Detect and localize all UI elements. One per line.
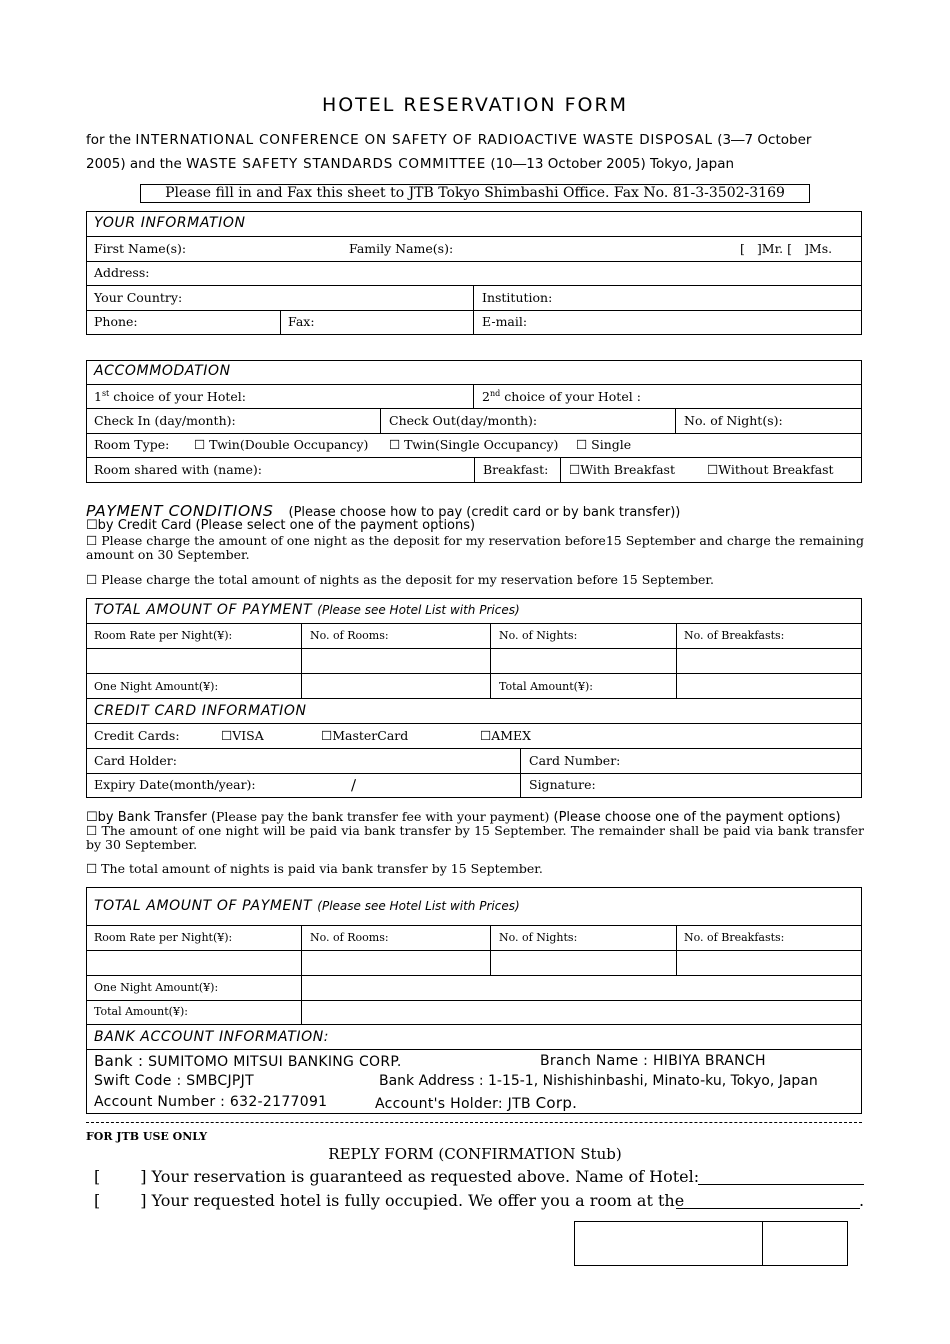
account-holder <box>375 1094 577 1112</box>
conference-name: INTERNATIONAL CONFERENCE ON SAFETY OF RADIOACTIVE WASTE DISPOSAL <box>135 132 713 148</box>
mr-option[interactable]: ]Mr. <box>756 241 784 256</box>
one-night-amount-field[interactable]: One Night Amount(¥): <box>94 981 219 994</box>
second-choice-suffix: nd <box>489 389 501 398</box>
total-amount-field[interactable]: Total Amount(¥): <box>94 1005 188 1018</box>
room-rate-field[interactable]: Room Rate per Night(¥): <box>94 629 233 642</box>
rooms-field[interactable]: No. of Rooms: <box>310 931 389 944</box>
family-name-field[interactable]: Family Name(s): <box>349 241 454 256</box>
your-information-header: YOUR INFORMATION <box>94 215 246 231</box>
breakfasts-field[interactable]: No. of Breakfasts: <box>684 931 785 944</box>
fax-notice: Please fill in and Fax this sheet to JTB Tokyo Shimbashi Office. Fax No. 81-3-3502-3169 <box>140 184 810 203</box>
second-choice-number: 2 <box>482 389 490 405</box>
room-type-label: Room Type: <box>94 437 170 452</box>
intro-prefix: for the <box>86 132 132 148</box>
conference-dates: (3―7 October <box>717 132 812 148</box>
breakfast-label: Breakfast: <box>483 462 549 477</box>
mr-ms-selector[interactable] <box>740 241 832 256</box>
room-rate-field[interactable]: Room Rate per Night(¥): <box>94 931 233 944</box>
committee-dates: (10―13 October 2005) Tokyo, Japan <box>490 156 735 172</box>
total-amount-title: TOTAL AMOUNT OF PAYMENT <box>94 602 313 618</box>
check-in-field[interactable]: Check In (day/month): <box>94 413 236 428</box>
reply-line-period: . <box>859 1191 865 1210</box>
bank-address: Bank Address : 1-15-1, Nishishinbashi, Minato-ku, Tokyo, Japan <box>379 1073 818 1089</box>
intro-line-1 <box>86 132 811 148</box>
room-type-twin-single[interactable]: ☐ Twin(Single Occupancy) <box>389 437 559 452</box>
second-choice-hotel-field[interactable] <box>482 389 641 404</box>
page-title: HOTEL RESERVATION FORM <box>321 94 629 116</box>
bank-account-info-header: BANK ACCOUNT INFORMATION: <box>94 1029 330 1045</box>
hotel-name-underline[interactable] <box>698 1184 864 1185</box>
bank-name <box>94 1052 402 1070</box>
committee-name: WASTE SAFETY STANDARDS COMMITTEE <box>186 156 487 172</box>
bank-one-night-option[interactable]: ☐ The amount of one night will be paid via bank transfer by 15 September. The remainder shall be paid via bank transfer by 30 September. <box>86 823 864 852</box>
without-breakfast-checkbox[interactable]: ☐Without Breakfast <box>707 462 834 477</box>
visa-checkbox[interactable]: ☐VISA <box>221 728 264 743</box>
institution-field[interactable]: Institution: <box>482 290 553 305</box>
nights-field[interactable]: No. of Night(s): <box>684 413 783 428</box>
intro-continued: 2005) and the <box>86 156 182 172</box>
fax-field[interactable]: Fax: <box>288 314 315 329</box>
branch-name: Branch Name : HIBIYA BRANCH <box>540 1053 766 1069</box>
cut-line <box>86 1122 862 1123</box>
reply-line-occupied <box>94 1191 684 1210</box>
bank-label: Bank : <box>94 1052 144 1070</box>
payment-conditions-title: PAYMENT CONDITIONS <box>86 502 274 520</box>
room-type-single[interactable]: ☐ Single <box>576 437 632 452</box>
reply-checkbox-close[interactable]: ] <box>140 1191 147 1210</box>
reply-occupied-text: Your requested hotel is fully occupied. We offer you a room at the <box>151 1191 685 1210</box>
second-choice-label: choice of your Hotel : <box>504 389 641 405</box>
total-amount-note: (Please see Hotel List with Prices) <box>317 899 520 913</box>
total-amount-note: (Please see Hotel List with Prices) <box>317 603 520 617</box>
stamp-box-divider <box>762 1221 763 1266</box>
cc-deposit-total-option[interactable]: ☐ Please charge the total amount of nights as the deposit for my reservation before 15 September. <box>86 572 714 587</box>
reply-form-title: REPLY FORM (CONFIRMATION Stub) <box>328 1145 622 1163</box>
rooms-field[interactable]: No. of Rooms: <box>310 629 389 642</box>
mastercard-checkbox[interactable]: ☐MasterCard <box>321 728 409 743</box>
payment-conditions-note: (Please choose how to pay (credit card or by bank transfer)) <box>288 505 681 520</box>
mr-bracket: [ <box>740 241 745 256</box>
first-name-field[interactable]: First Name(s): <box>94 241 187 256</box>
total-amount-field[interactable]: Total Amount(¥): <box>499 680 593 693</box>
signature-field[interactable]: Signature: <box>529 777 596 792</box>
stamp-box <box>574 1221 848 1266</box>
reply-checkbox-open[interactable]: [ <box>94 1191 101 1210</box>
first-choice-hotel-field[interactable] <box>94 389 246 404</box>
credit-cards-label: Credit Cards: <box>94 728 180 743</box>
one-night-amount-field[interactable]: One Night Amount(¥): <box>94 680 219 693</box>
alternative-hotel-underline[interactable] <box>676 1208 860 1209</box>
phone-field[interactable]: Phone: <box>94 314 138 329</box>
card-holder-field[interactable]: Card Holder: <box>94 753 177 768</box>
bank-value: SUMITOMO MITSUI BANKING CORP. <box>148 1054 402 1070</box>
total-amount-header-bank <box>94 898 520 914</box>
cc-deposit-one-night-option[interactable]: ☐ Please charge the amount of one night as the deposit for my reservation before15 September and charge the remaining amount on 30 September. <box>86 533 864 562</box>
address-field[interactable]: Address: <box>94 265 150 280</box>
bank-total-option[interactable]: ☐ The total amount of nights is paid via bank transfer by 15 September. <box>86 861 543 876</box>
total-amount-header-credit <box>94 602 520 618</box>
breakfasts-field[interactable]: No. of Breakfasts: <box>684 629 785 642</box>
expiry-date-field[interactable]: Expiry Date(month/year): <box>94 777 256 792</box>
account-holder-corp: Corp. <box>535 1094 578 1112</box>
email-field[interactable]: E-mail: <box>482 314 528 329</box>
account-holder-label: Account's Holder: JTB <box>375 1096 531 1112</box>
nights-count-field[interactable]: No. of Nights: <box>499 931 578 944</box>
account-number: Account Number : 632-2177091 <box>94 1094 328 1110</box>
card-number-field[interactable]: Card Number: <box>529 753 621 768</box>
nights-count-field[interactable]: No. of Nights: <box>499 629 578 642</box>
swift-code: Swift Code : SMBCJPJT <box>94 1073 254 1089</box>
country-field[interactable]: Your Country: <box>94 290 183 305</box>
check-out-field[interactable]: Check Out(day/month): <box>389 413 538 428</box>
total-amount-title: TOTAL AMOUNT OF PAYMENT <box>94 898 313 914</box>
accommodation-header: ACCOMMODATION <box>94 363 231 379</box>
room-shared-with-field[interactable]: Room shared with (name): <box>94 462 263 477</box>
credit-card-info-header: CREDIT CARD INFORMATION <box>94 703 307 719</box>
amex-checkbox[interactable]: ☐AMEX <box>480 728 532 743</box>
reply-checkbox-close[interactable]: ] <box>140 1167 147 1186</box>
ms-option[interactable]: ]Ms. <box>804 241 833 256</box>
bank-transfer-label: ☐by Bank Transfer ( <box>86 810 216 825</box>
intro-line-2 <box>86 156 734 172</box>
room-type-twin-double[interactable]: ☐ Twin(Double Occupancy) <box>194 437 369 452</box>
jtb-use-only: FOR JTB USE ONLY <box>86 1130 208 1143</box>
expiry-slash: ∕ <box>351 776 357 794</box>
credit-card-option[interactable]: ☐by Credit Card (Please select one of the payment options) <box>86 518 476 533</box>
reply-line-guaranteed <box>94 1167 699 1186</box>
reply-guaranteed-text: Your reservation is guaranteed as requested above. Name of Hotel: <box>151 1167 700 1186</box>
bank-transfer-choose-note: (Please choose one of the payment options) <box>549 810 841 825</box>
first-choice-suffix: st <box>101 389 110 398</box>
reply-checkbox-open[interactable]: [ <box>94 1167 101 1186</box>
ms-bracket: [ <box>787 241 793 256</box>
first-choice-label: choice of your Hotel: <box>113 389 246 405</box>
bank-transfer-fee-note: Please pay the bank transfer fee with your payment) <box>216 809 550 824</box>
with-breakfast-checkbox[interactable]: ☐With Breakfast <box>569 462 675 477</box>
first-choice-number: 1 <box>94 389 102 405</box>
